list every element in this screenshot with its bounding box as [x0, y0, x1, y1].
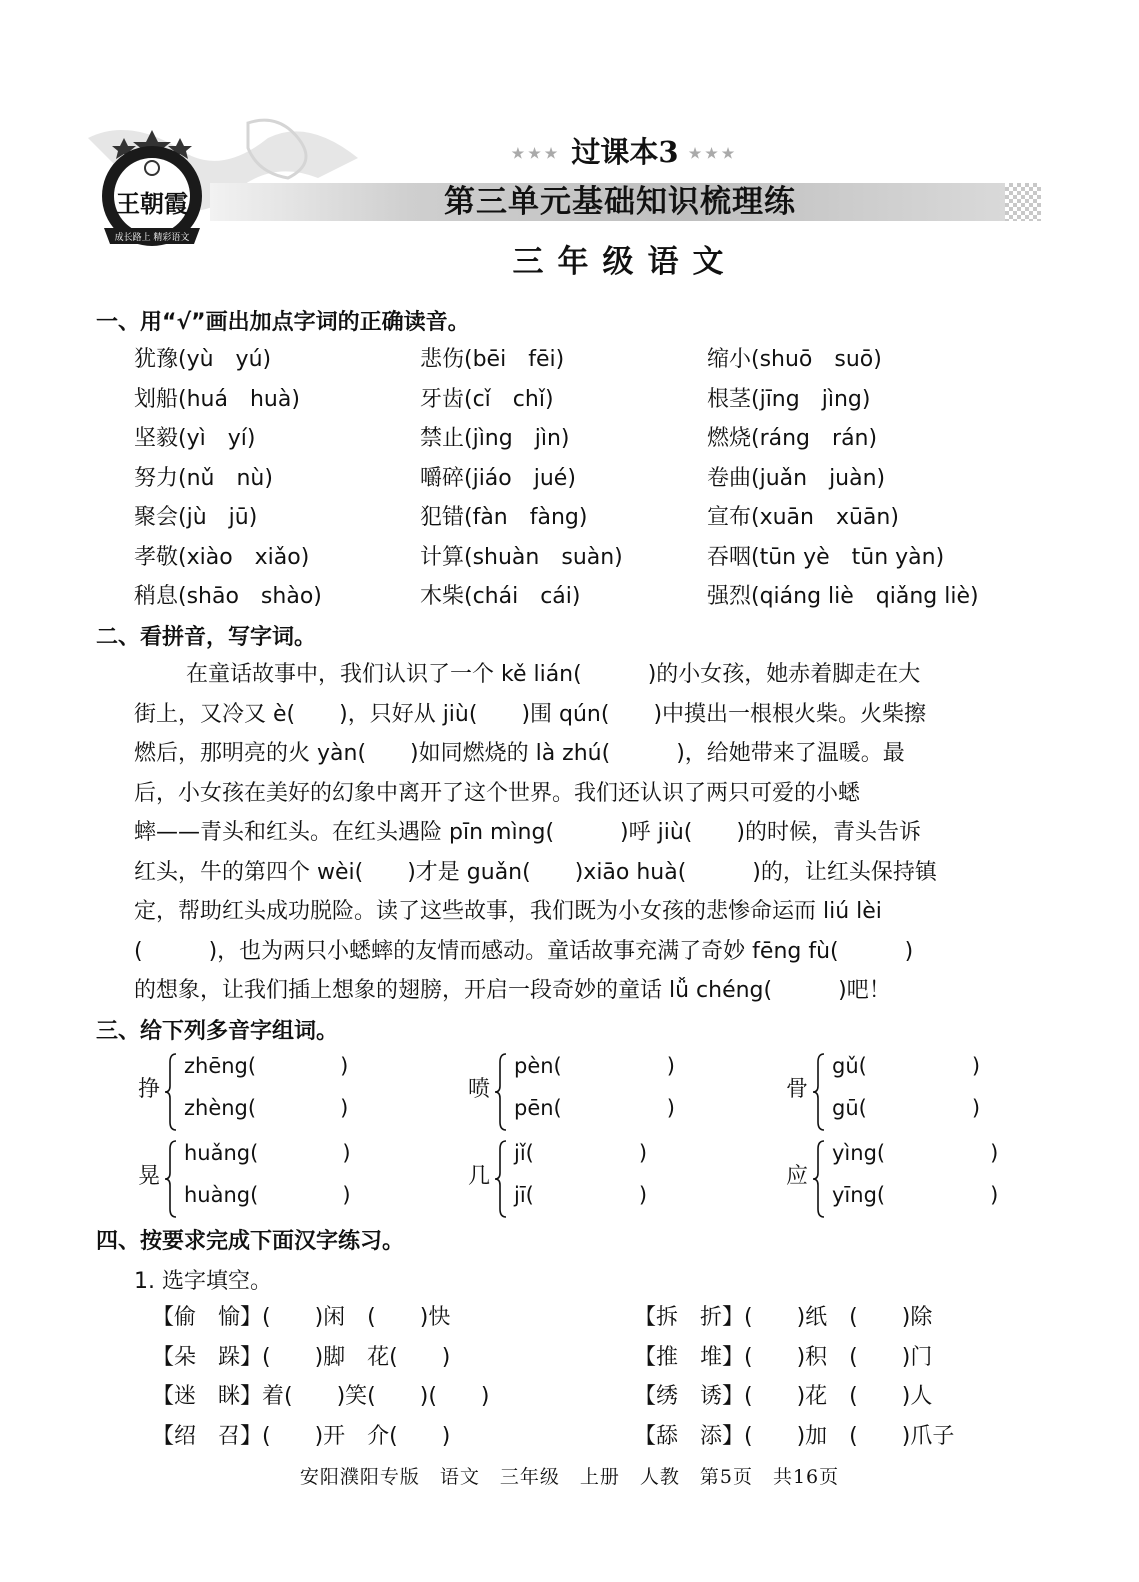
polyphone-char: 几 [468, 1164, 491, 1189]
section-2-heading: 二、看拼音，写字词。 [96, 625, 317, 650]
section-1-heading: 一、用“√”画出加点字词的正确读音。 [96, 310, 470, 335]
reading-item: 悲伤(bēi fēi) [420, 347, 565, 372]
reading-item: 燃烧(ráng rán) [707, 426, 878, 451]
char-choice-item: 【朵 跺】( )脚 花( ) [152, 1344, 451, 1370]
series-stars-right: ★★★ [688, 146, 739, 162]
reading-item: 嚼碎(jiáo jué) [420, 465, 576, 491]
reading-item: 木柴(chái cái) [420, 584, 581, 609]
polyphone-reading: yīng( ) [832, 1183, 999, 1207]
section-3-heading: 三、给下列多音字组词。 [96, 1019, 339, 1044]
polyphone-reading: zhèng( ) [184, 1096, 349, 1120]
main-title: 第三单元基础知识梳理练 [444, 184, 796, 220]
brace-icon [164, 1052, 178, 1132]
reading-item: 吞咽(tūn yè tūn yàn) [707, 544, 945, 570]
char-choice-item: 【绍 召】( )开 介( ) [152, 1423, 451, 1449]
polyphone-reading: huàng( ) [184, 1183, 351, 1207]
passage-line: 燃后，那明亮的火 yàn( )如同燃烧的 là zhú( )，给她带来了温暖。最 [134, 741, 905, 766]
brace-icon [494, 1139, 508, 1219]
reading-item: 计算(shuàn suàn) [420, 544, 623, 570]
reading-item: 根茎(jīng jìng) [707, 386, 871, 412]
reading-item: 禁止(jìng jìn) [420, 426, 570, 451]
passage-line: 蟀——青头和红头。在红头遇险 pīn mìng( )呼 jiù( )的时候，青头告诉 [134, 820, 921, 845]
polyphone-reading: pèn( ) [514, 1054, 675, 1078]
passage-line: 在童话故事中，我们认识了一个 kě lián( )的小女孩，她赤着脚走在大 [186, 662, 921, 687]
polyphone-reading: gū( ) [832, 1096, 981, 1120]
polyphone-reading: pēn( ) [514, 1096, 675, 1120]
char-choice-item: 【迷 眯】着( )笑( )( ) [152, 1384, 490, 1409]
char-choice-item: 【拆 折】( )纸 ( )除 [634, 1305, 933, 1330]
reading-item: 坚毅(yì yí) [134, 426, 256, 451]
polyphone-reading: yìng( ) [832, 1141, 999, 1165]
passage-line: 的想象，让我们插上想象的翅膀，开启一段奇妙的童话 lǚ chéng( )吧！ [134, 978, 891, 1003]
char-choice-item: 【舔 添】( )加 ( )爪子 [634, 1423, 955, 1449]
reading-item: 努力(nǔ nù) [134, 465, 273, 491]
passage-line: 街上，又冷又 è( )，只好从 jiù( )围 qún( )中摸出一根根火柴。火柴擦 [134, 701, 927, 727]
passage-line: 红头，牛的第四个 wèi( )才是 guǎn( )xiāo huà( )的，让红头保持镇 [134, 859, 937, 885]
polyphone-char: 应 [786, 1164, 809, 1189]
section-4-subheading: 1. 选字填空。 [134, 1269, 272, 1294]
reading-item: 宣布(xuān xūān) [707, 505, 899, 530]
polyphone-reading: zhēng( ) [184, 1054, 349, 1078]
reading-item: 缩小(shuō suō) [707, 347, 882, 372]
logo-tagline: 成长路上 精彩语文 [114, 233, 190, 243]
char-choice-item: 【推 堆】( )积 ( )门 [634, 1344, 933, 1370]
subject-title: 三年级语文 [512, 244, 738, 280]
series-title [500, 130, 750, 170]
passage-line: 后，小女孩在美好的幻象中离开了这个世界。我们还认识了两只可爱的小蟋 [134, 780, 861, 806]
page-footer: 安阳濮阳专版 语文 三年级 上册 人教 第5页 共16页 [299, 1466, 840, 1488]
logo-text: 王朝霞 [116, 189, 188, 218]
reading-item: 犹豫(yù yú) [134, 347, 272, 372]
polyphone-reading: jī( ) [514, 1183, 648, 1207]
reading-item: 强烈(qiáng liè qiǎng liè) [707, 584, 979, 609]
reading-item: 聚会(jù jū) [134, 505, 258, 530]
char-choice-item: 【偷 愉】( )闲 ( )快 [152, 1305, 451, 1330]
brace-icon [812, 1052, 826, 1132]
polyphone-char: 挣 [138, 1077, 161, 1102]
band-checker-pattern [1005, 183, 1041, 221]
reading-item: 卷曲(juǎn juàn) [707, 465, 886, 491]
brace-icon [164, 1139, 178, 1219]
series-title-text: 过课本3 [571, 135, 679, 169]
polyphone-reading: gǔ( ) [832, 1054, 981, 1078]
passage-line: ( )，也为两只小蟋蟀的友情而感动。童话故事充满了奇妙 fēng fù( ) [134, 938, 914, 964]
reading-item: 稍息(shāo shào) [134, 584, 322, 609]
polyphone-reading: jǐ( ) [514, 1141, 648, 1165]
section-4-heading: 四、按要求完成下面汉字练习。 [96, 1229, 405, 1254]
series-stars-left: ★★★ [511, 146, 562, 162]
polyphone-char: 骨 [786, 1077, 809, 1102]
reading-item: 孝敬(xiào xiǎo) [134, 544, 310, 570]
reading-item: 犯错(fàn fàng) [420, 505, 588, 530]
reading-item: 划船(huá huà) [134, 386, 300, 412]
reading-item: 牙齿(cǐ chǐ) [420, 386, 554, 412]
brace-icon [494, 1052, 508, 1132]
polyphone-char: 喷 [468, 1077, 491, 1102]
brace-icon [812, 1139, 826, 1219]
polyphone-reading: huǎng( ) [184, 1141, 351, 1165]
publisher-logo [96, 128, 208, 254]
polyphone-char: 晃 [138, 1164, 161, 1189]
char-choice-item: 【绣 诱】( )花 ( )人 [634, 1384, 933, 1409]
passage-line: 定，帮助红头成功脱险。读了这些故事，我们既为小女孩的悲惨命运而 liú lèi [134, 899, 882, 924]
